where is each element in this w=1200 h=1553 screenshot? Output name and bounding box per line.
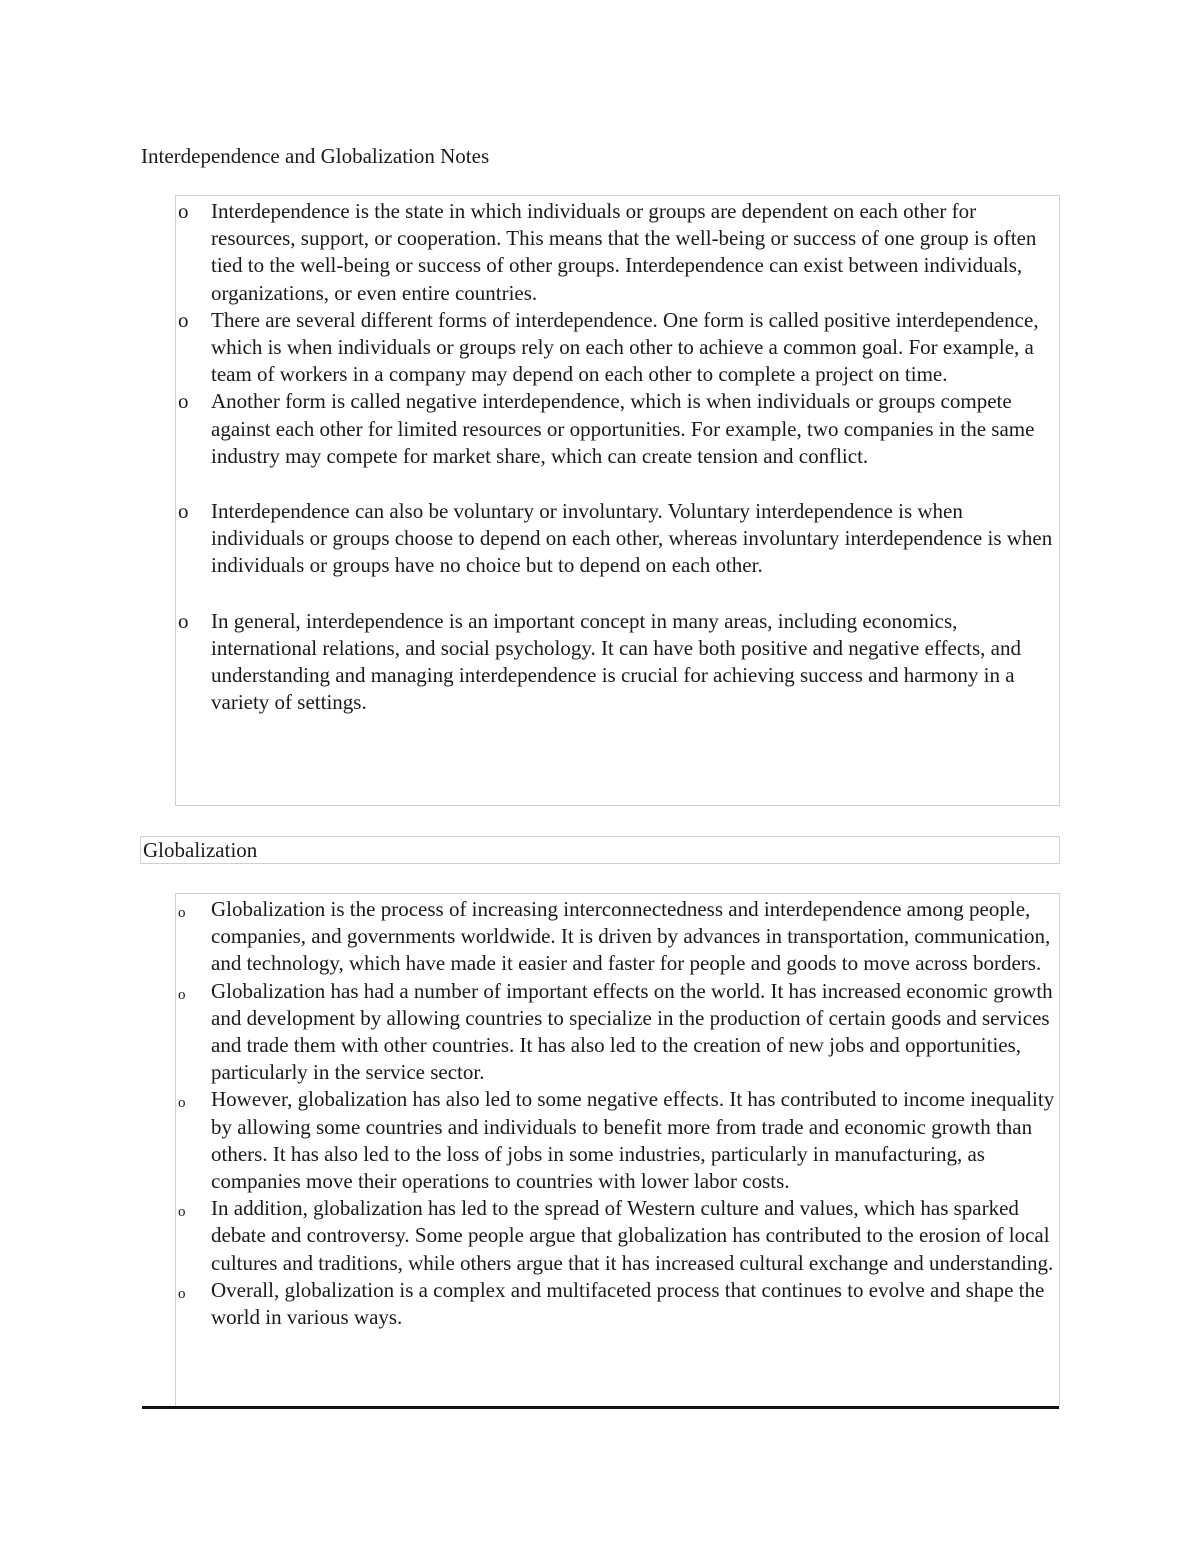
bullet-text: Globalization has had a number of important effects on the world. It has increased economic growth and development by allowing countries to specialize in the production of certain goods and services and trade them with other countries. It has also led to the creation of new jobs and opportunities, particularly in the service sector. [211,978,1053,1085]
bullet-text: Interdependence can also be voluntary or involuntary. Voluntary interdependence is when individuals or groups choose to depend on each other, whereas involuntary interdependence is when individuals or groups have no choice but to depend on each other. [211,499,1053,578]
list-item [0,896,1061,978]
list-item [0,608,1061,717]
bullet-text: In general, interdependence is an important concept in many areas, including economics, international relations, and social psychology. It can have both positive and negative effects, and understanding and managing interdependence is crucial for achieving success and harmony in a variety of settings. [211,608,1021,715]
hollow-circle-bullet-icon: o [178,199,189,223]
list-item [0,307,1061,389]
bullet-text: Globalization is the process of increasing interconnectedness and interdependence among people, companies, and governments worldwide. It is driven by advances in transportation, communication, and technology, which have made it easier and faster for people and goods to move across borders. [211,897,1051,976]
hollow-circle-bullet-icon: o [178,307,189,332]
interdependence-bullet-list [0,198,1200,716]
hollow-circle-bullet-icon: o [178,389,189,414]
bullet-text: Another form is called negative interdependence, which is when individuals or groups compete against each other for limited resources or opportunities. For example, two companies in the same industry may compete for market share, which can create tension and conflict. [211,389,1035,468]
list-item [0,1086,1061,1195]
bullet-text: There are several different forms of interdependence. One form is called positive interdependence, which is when individuals or groups rely on each other to achieve a common goal. For example, a team of workers in a company may depend on each other to complete a project on time. [211,307,1039,387]
small-circle-bullet-icon: o [178,1204,186,1221]
small-circle-bullet-icon: o [178,1095,186,1112]
hollow-circle-bullet-icon: o [178,608,189,633]
small-circle-bullet-icon: o [178,905,186,921]
list-item [0,1195,1061,1277]
list-item [0,978,1061,1087]
list-item [0,198,1061,307]
bottom-rule-divider [142,1406,1059,1409]
bullet-text: However, globalization has also led to some negative effects. It has contributed to income inequality by allowing some countries and individuals to benefit more from trade and economic growth than others. It has also led to the loss of jobs in some industries, particularly in manufacturing, as companies move their operations to countries with lower labor costs. [211,1087,1055,1194]
bullet-text: In addition, globalization has led to the spread of Western culture and values, which has sparked debate and controversy. Some people argue that globalization has contributed to the erosion of local cultures and traditions, while others argue that it has increased cultural exchange and understanding. [211,1196,1054,1275]
page-title: Interdependence and Globalization Notes [141,144,490,168]
globalization-bullet-list [0,896,1200,1331]
bullet-text: Overall, globalization is a complex and multifaceted process that continues to evolve and shape the world in various ways. [211,1277,1045,1330]
list-item [0,388,1061,470]
list-item [0,1277,1061,1331]
list-item [0,498,1061,580]
small-circle-bullet-icon: o [178,986,186,1003]
bullet-text: Interdependence is the state in which individuals or groups are dependent on each other for resources, support, or cooperation. This means that the well-being or success of one group is often tied to the well-being or success of other groups. Interdependence can exist between individuals, organizations, or even entire countries. [211,199,1037,305]
hollow-circle-bullet-icon: o [178,499,189,524]
section-heading-globalization: Globalization [140,836,1060,864]
small-circle-bullet-icon: o [178,1285,186,1302]
